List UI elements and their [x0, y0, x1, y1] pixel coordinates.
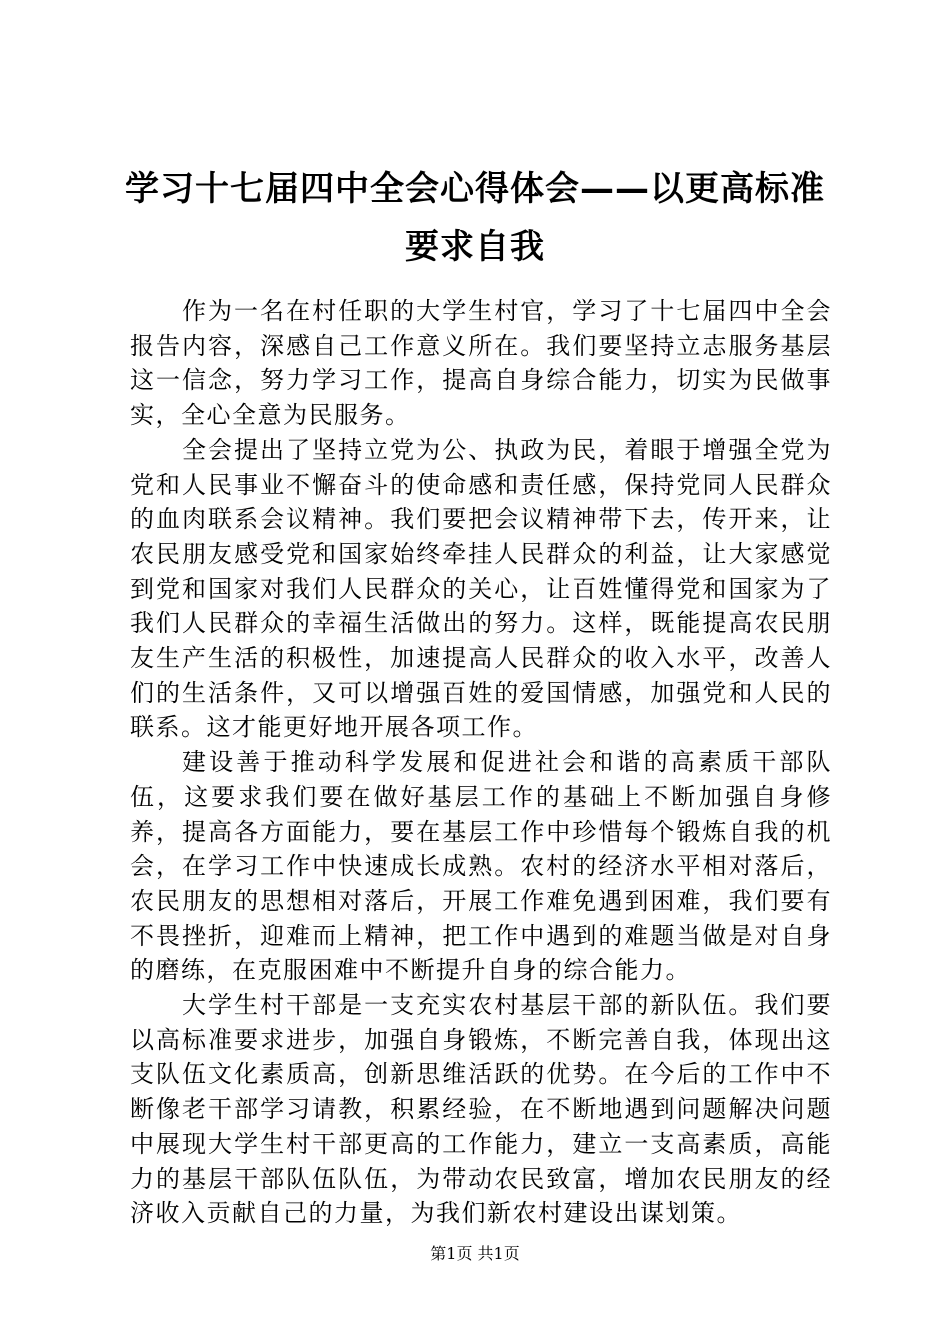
document-body: [130, 294, 832, 1231]
paragraph-4: 大学生村干部是一支充实农村基层干部的新队伍。我们要以高标准要求进步，加强自身锻炼，不断完善自我，体现出这支队伍文化素质高，创新思维活跃的优势。在今后的工作中不断像老干部学习请教，积累经验，在不断地遇到问题解决问题中展现大学生村干部更高的工作能力，建立一支高素质，高能力的基层干部队伍队伍，为带动农民致富，增加农民朋友的经济收入贡献自己的力量，为我们新农村建设出谋划策。: [130, 991, 832, 1228]
document-title: 学习十七届四中全会心得体会——以更高标准要求自我: [125, 169, 825, 267]
paragraph-2: 全会提出了坚持立党为公、执政为民，着眼于增强全党为党和人民事业不懈奋斗的使命感和责任感，保持党同人民群众的血肉联系会议精神。我们要把会议精神带下去，传开来，让农民朋友感受党和国家始终牵挂人民群众的利益，让大家感觉到党和国家对我们人民群众的关心，让百姓懂得党和国家为了我们人民群众的幸福生活做出的努力。这样，既能提高农民朋友生产生活的积极性，加速提高人民群众的收入水平，改善人们的生活条件，又可以增强百姓的爱国情感，加强党和人民的联系。这才能更好地开展各项工作。: [130, 435, 832, 742]
paragraph-3: 建设善于推动科学发展和促进社会和谐的高素质干部队伍，这要求我们要在做好基层工作的基础上不断加强自身修养，提高各方面能力，要在基层工作中珍惜每个锻炼自我的机会，在学习工作中快速成长成熟。农村的经济水平相对落后，农民朋友的思想相对落后，开展工作难免遇到困难，我们要有不畏挫折，迎难而上精神，把工作中遇到的难题当做是对自身的磨练，在克服困难中不断提升自身的综合能力。: [130, 748, 832, 985]
page-number-footer: 第1页 共1页: [430, 1244, 520, 1263]
paragraph-1: 作为一名在村任职的大学生村官，学习了十七届四中全会报告内容，深感自己工作意义所在。我们要坚持立志服务基层这一信念，努力学习工作，提高自身综合能力，切实为民做事实，全心全意为民服务。: [130, 297, 832, 430]
